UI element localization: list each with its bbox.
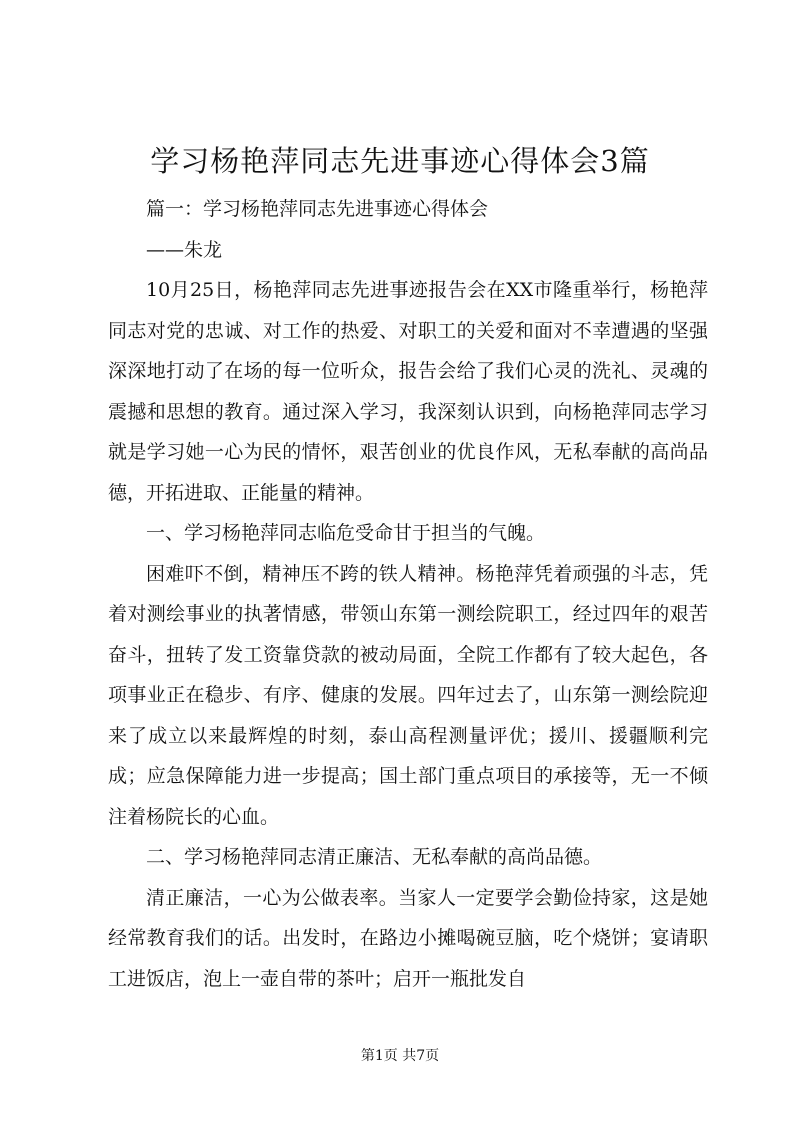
document-title: 学习杨艳萍同志先进事迹心得体会3篇 [150, 144, 650, 178]
body-paragraph: 清正廉洁，一心为公做表率。当家人一定要学会勤俭持家，这是她经常教育我们的话。出发时，在路边小摊喝碗豆脑，吃个烧饼；宴请职工进饭店，泡上一壶自带的茶叶；启开一瓶批发自 [108, 886, 708, 990]
section-heading-part-one: 篇一：学习杨艳萍同志先进事迹心得体会 [146, 198, 489, 220]
document-body [108, 189, 708, 999]
body-paragraph: 10月25日，杨艳萍同志先进事迹报告会在XX市隆重举行，杨艳萍同志对党的忠诚、对工作的热爱、对职工的关爱和面对不幸遭遇的坚强深深地打动了在场的每一位听众，报告会给了我们心灵的洗礼、灵魂的震撼和思想的教育。通过深入学习，我深刻认识到，向杨艳萍同志学习就是学习她一心为民的情怀，艰苦创业的优良作风，无私奉献的高尚品德，开拓进取、正能量的精神。 [108, 279, 708, 504]
author-line: ——朱龙 [146, 238, 223, 261]
section-heading-two: 二、学习杨艳萍同志清正廉洁、无私奉献的高尚品德。 [146, 846, 603, 868]
body-paragraph: 困难吓不倒，精神压不跨的铁人精神。杨艳萍凭着顽强的斗志，凭着对测绘事业的执著情感，带领山东第一测绘院职工，经过四年的艰苦奋斗，扭转了发工资靠贷款的被动局面，全院工作都有了较大起色，各项事业正在稳步、有序、健康的发展。四年过去了，山东第一测绘院迎来了成立以来最辉煌的时刻，泰山高程测量评优；援川、援疆顺利完成；应急保障能力进一步提高；国土部门重点项目的承接等，无一不倾注着杨院长的心血。 [108, 562, 708, 828]
page-number-footer: 第1页 共7页 [360, 1048, 440, 1064]
section-heading-one: 一、学习杨艳萍同志临危受命甘于担当的气魄。 [146, 522, 546, 544]
